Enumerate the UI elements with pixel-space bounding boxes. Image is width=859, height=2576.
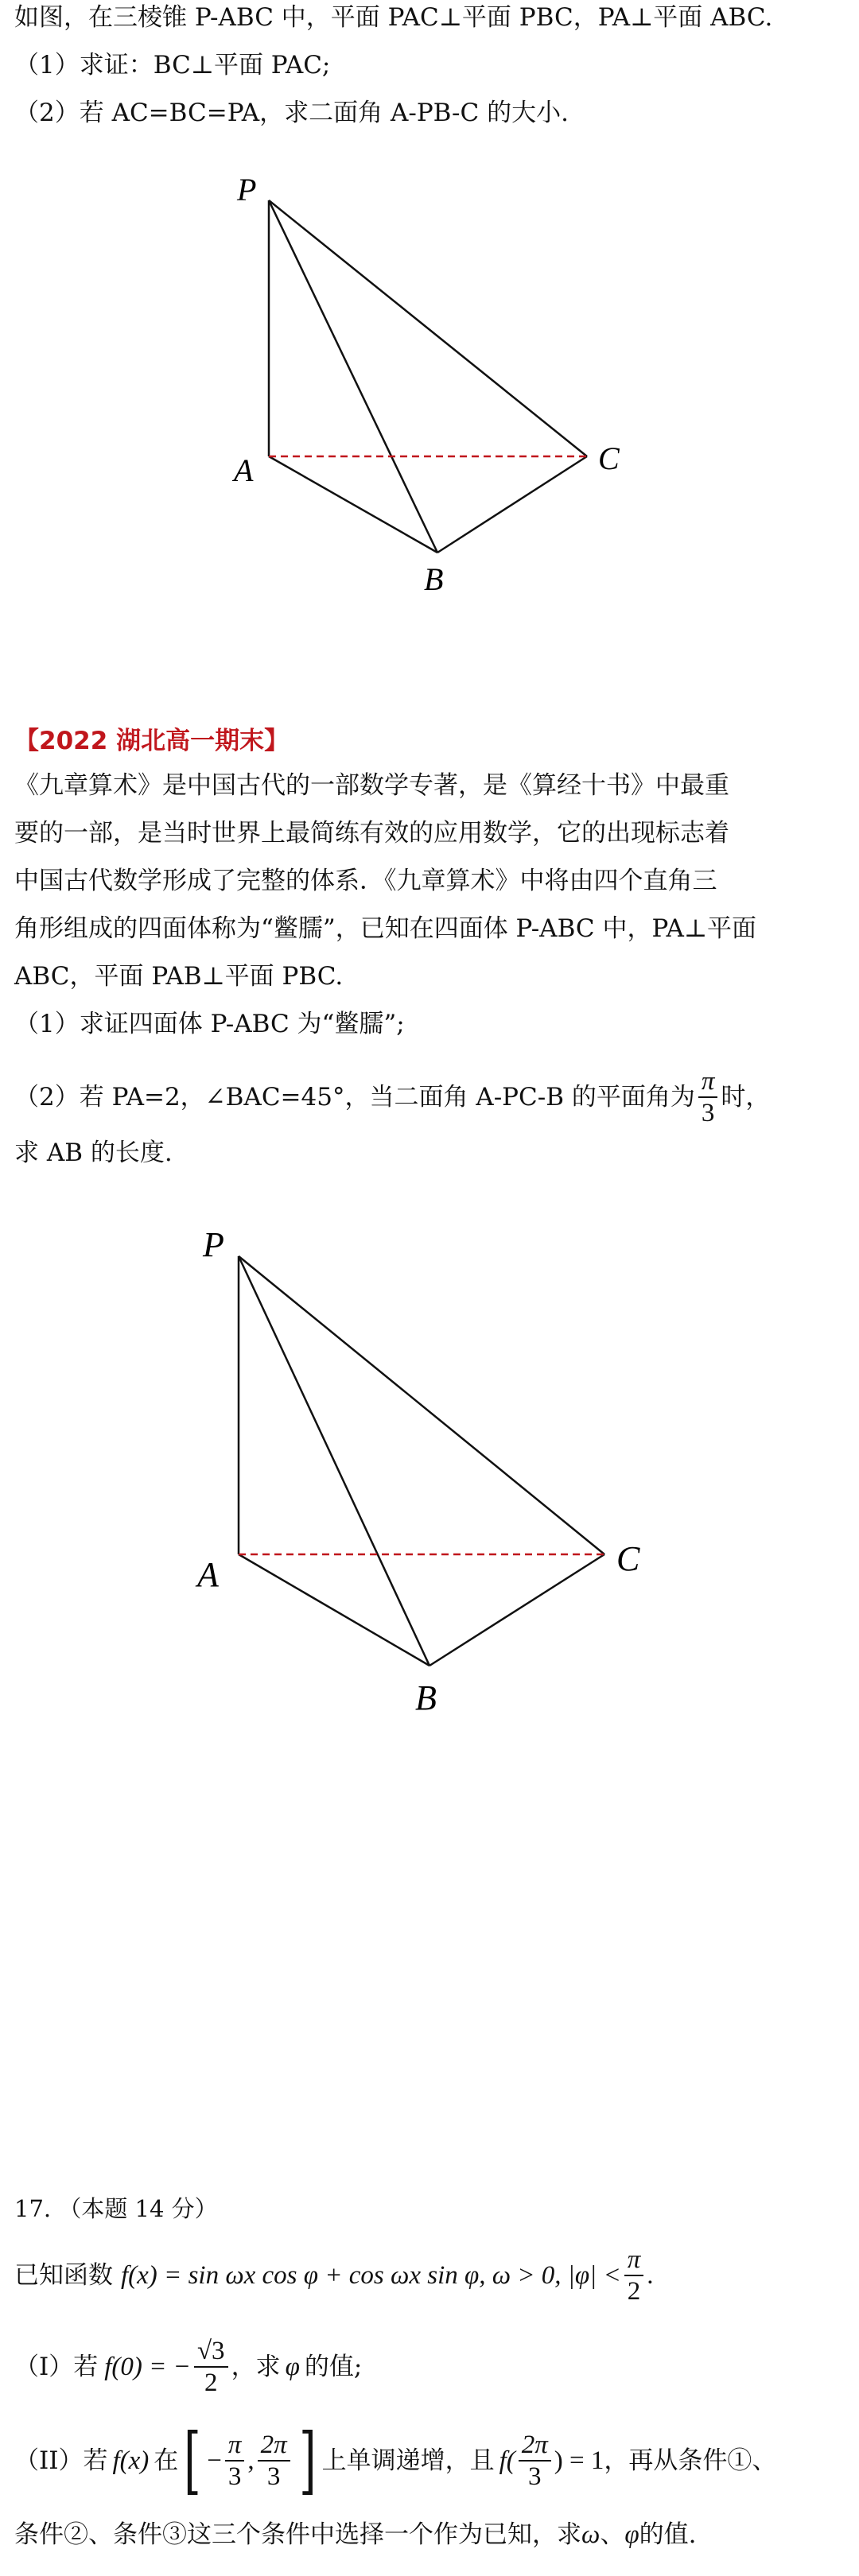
problem2-q2-line2: 求 AB 的长度. — [14, 1139, 173, 1167]
problem3-q2: （II）若 f(x) 在 [ − $\frac{\pi}{3}$ , $\frac{2\pi}{3}$ ] 上单调递增，且 f( $\frac{2\pi}{3}$ ) = 1 ，再从条件①、 — [14, 2418, 777, 2503]
problem2-line-3: 中国古代数学形成了完整的体系．《九章算术》中将由四个直角三 — [14, 867, 717, 895]
fraction-2pi-over-3-arg: $\frac{2\pi}{3}$ — [519, 2430, 551, 2492]
problem1-intro: 如图，在三棱锥 P-ABC 中，平面 PAC⊥平面 PBC，PA⊥平面 ABC. — [14, 3, 773, 32]
problem2-q2: （2）若 PA=2，∠BAC=45°，当二面角 A-PC-B 的平面角为 $\frac{\pi}{3}$ 时， — [14, 1067, 771, 1127]
fraction-pi-over-3: $\frac{\pi}{3}$ — [698, 1066, 718, 1128]
fraction-pi-over-3: $\frac{\pi}{3}$ — [225, 2430, 245, 2492]
edge-PC — [239, 1256, 604, 1554]
label-A: A — [197, 1555, 219, 1594]
problem3-given: 已知函数 f(x) = sin ωx cos φ + cos ωx sin φ, ω > 0, |φ| < $\frac{\pi}{2}$ . — [14, 2245, 654, 2306]
fraction-pi-over-2: $\frac{\pi}{2}$ — [624, 2244, 644, 2306]
problem3-header: 17. （本题 14 分） — [14, 2195, 218, 2222]
label-C: C — [598, 440, 620, 476]
problem2-line-4: 角形组成的四面体称为“鳖臑”，已知在四面体 P-ABC 中，PA⊥平面 — [14, 914, 757, 943]
problem3-q1: （I）若 f(0) = − $\frac{√3}{2}$ ，求 φ 的值; — [14, 2337, 363, 2397]
source-tag: 【2022 湖北高一期末】 — [14, 727, 290, 755]
problem1-q2: （2）若 AC=BC=PA，求二面角 A-PB-C 的大小. — [14, 99, 569, 127]
edge-BC — [430, 1554, 604, 1666]
problem2-line-1: 《九章算术》是中国古代的一部数学专著，是《算经十书》中最重 — [14, 771, 729, 800]
edge-AB — [239, 1554, 430, 1666]
label-B: B — [415, 1678, 437, 1717]
problem2-line-2: 要的一部，是当时世界上最简练有效的应用数学，它的出现标志着 — [14, 819, 729, 848]
label-P: P — [237, 172, 257, 208]
fraction-2pi-over-3: $\frac{2\pi}{3}$ — [258, 2430, 290, 2492]
fraction-sqrt3-over-2: $\frac{√3}{2}$ — [194, 2336, 228, 2398]
problem2-q1: （1）求证四面体 P-ABC 为“鳖臑”; — [14, 1010, 405, 1038]
problem1-q1: （1）求证：BC⊥平面 PAC; — [14, 51, 331, 80]
label-P: P — [203, 1225, 224, 1264]
edge-PB — [239, 1256, 430, 1666]
label-C: C — [616, 1539, 640, 1578]
problem3-q2-line2: 条件②、条件③这三个条件中选择一个作为已知，求ω、φ的值. — [14, 2520, 697, 2549]
label-B: B — [424, 561, 444, 597]
problem2-line-5: ABC，平面 PAB⊥平面 PBC. — [14, 962, 344, 991]
label-A: A — [234, 452, 254, 488]
